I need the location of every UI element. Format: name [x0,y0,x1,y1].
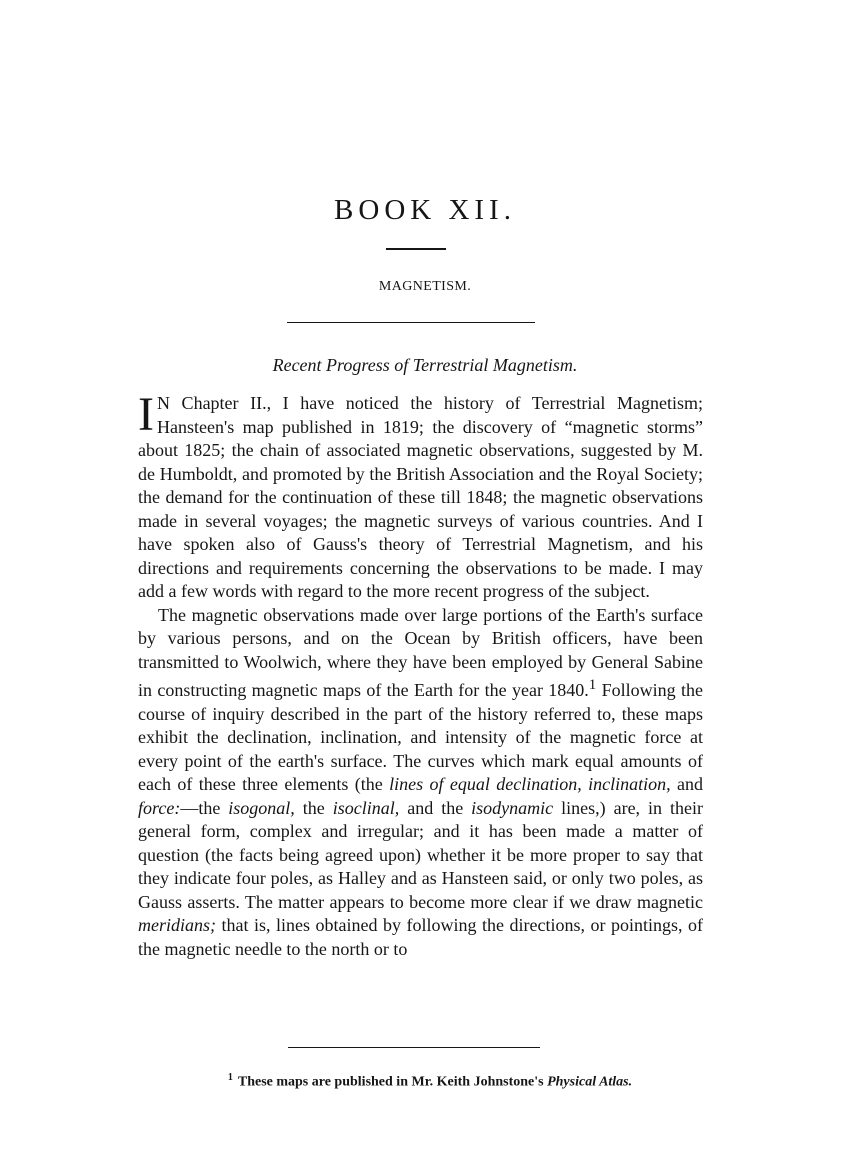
subtitle: Recent Progress of Terrestrial Magnetism. [272,355,578,375]
paragraph-2-part-3: and [670,774,703,794]
paragraph-2-part-5: the [294,797,333,818]
italic-phrase: meridians; [138,915,216,935]
book-title: BOOK XII. [334,194,516,226]
paragraph-2-part-7: lines,) are, in their general form, complex and irregular; and it has been made a matter of question (the facts being agreed upon) whether it be more proper to say that they indicate four poles, as Halley and as Hansteen said, or only two poles, as Gauss asserts. The matter appears to become more clear if we draw magnetic [138,797,703,912]
footnote-italic: Physical Atlas. [547,1074,633,1090]
paragraph-2-part-6: and the [399,797,472,818]
section-title: MAGNETISM. [378,279,472,294]
drop-cap: I [138,388,154,441]
italic-phrase: isogonal, [228,797,295,818]
paragraph-2 [138,604,703,962]
paragraph-1-text: N Chapter II., I have noticed the history of Terrestrial Magnetism; Hansteen's map published in 1819; the discovery of “magnetic storms” about 1825; the chain of associated magnetic observations, suggested by M. de Humboldt, and promoted by the British Association and the Royal Society; the demand for the continuation of these till 1848; the magnetic observations made in several voyages; the magnetic surveys of various countries. And I have spoken also of Gauss's theory of Terrestrial Magnetism, and his directions and requirements concerning the observations to be made. I may add a few words with regard to the more recent progress of the subject. [138,393,703,601]
paragraph-1 [138,388,703,604]
paragraph-2-part-2: Following the course of inquiry described in the part of the history referred to, these maps exhibit the declination, inclination, and intensity of the magnetic force at every point of the earth's surface. The curves which mark equal amounts of each of these three elements (the [138,680,703,794]
paragraph-2-part-4: —the [180,797,229,818]
italic-phrase: force: [138,797,181,818]
footnote-rule [288,1047,540,1048]
italic-phrase: isoclinal, [332,797,400,818]
footnote-marker: 1 [227,1072,233,1083]
italic-phrase: isodynamic [471,797,554,818]
body-text [138,388,703,961]
footnote-text: These maps are published in Mr. Keith Johnstone's [237,1074,548,1090]
footnote-reference: 1 [588,677,597,693]
footnote [0,1068,850,1093]
title-rule [386,248,446,250]
italic-phrase: lines of equal declination, inclination, [389,774,671,794]
section-rule [287,322,535,323]
paragraph-2-part-1: The magnetic observations made over large portions of the Earth's surface by various persons, and on the Ocean by British officers, have been transmitted to Woolwich, where they have been employed by General Sabine in constructing magnetic maps of the Earth for the year 1840. [138,604,703,700]
paragraph-2-part-8: that is, lines obtained by following the directions, or pointings, of the magnetic needle to the north or to [138,915,703,959]
